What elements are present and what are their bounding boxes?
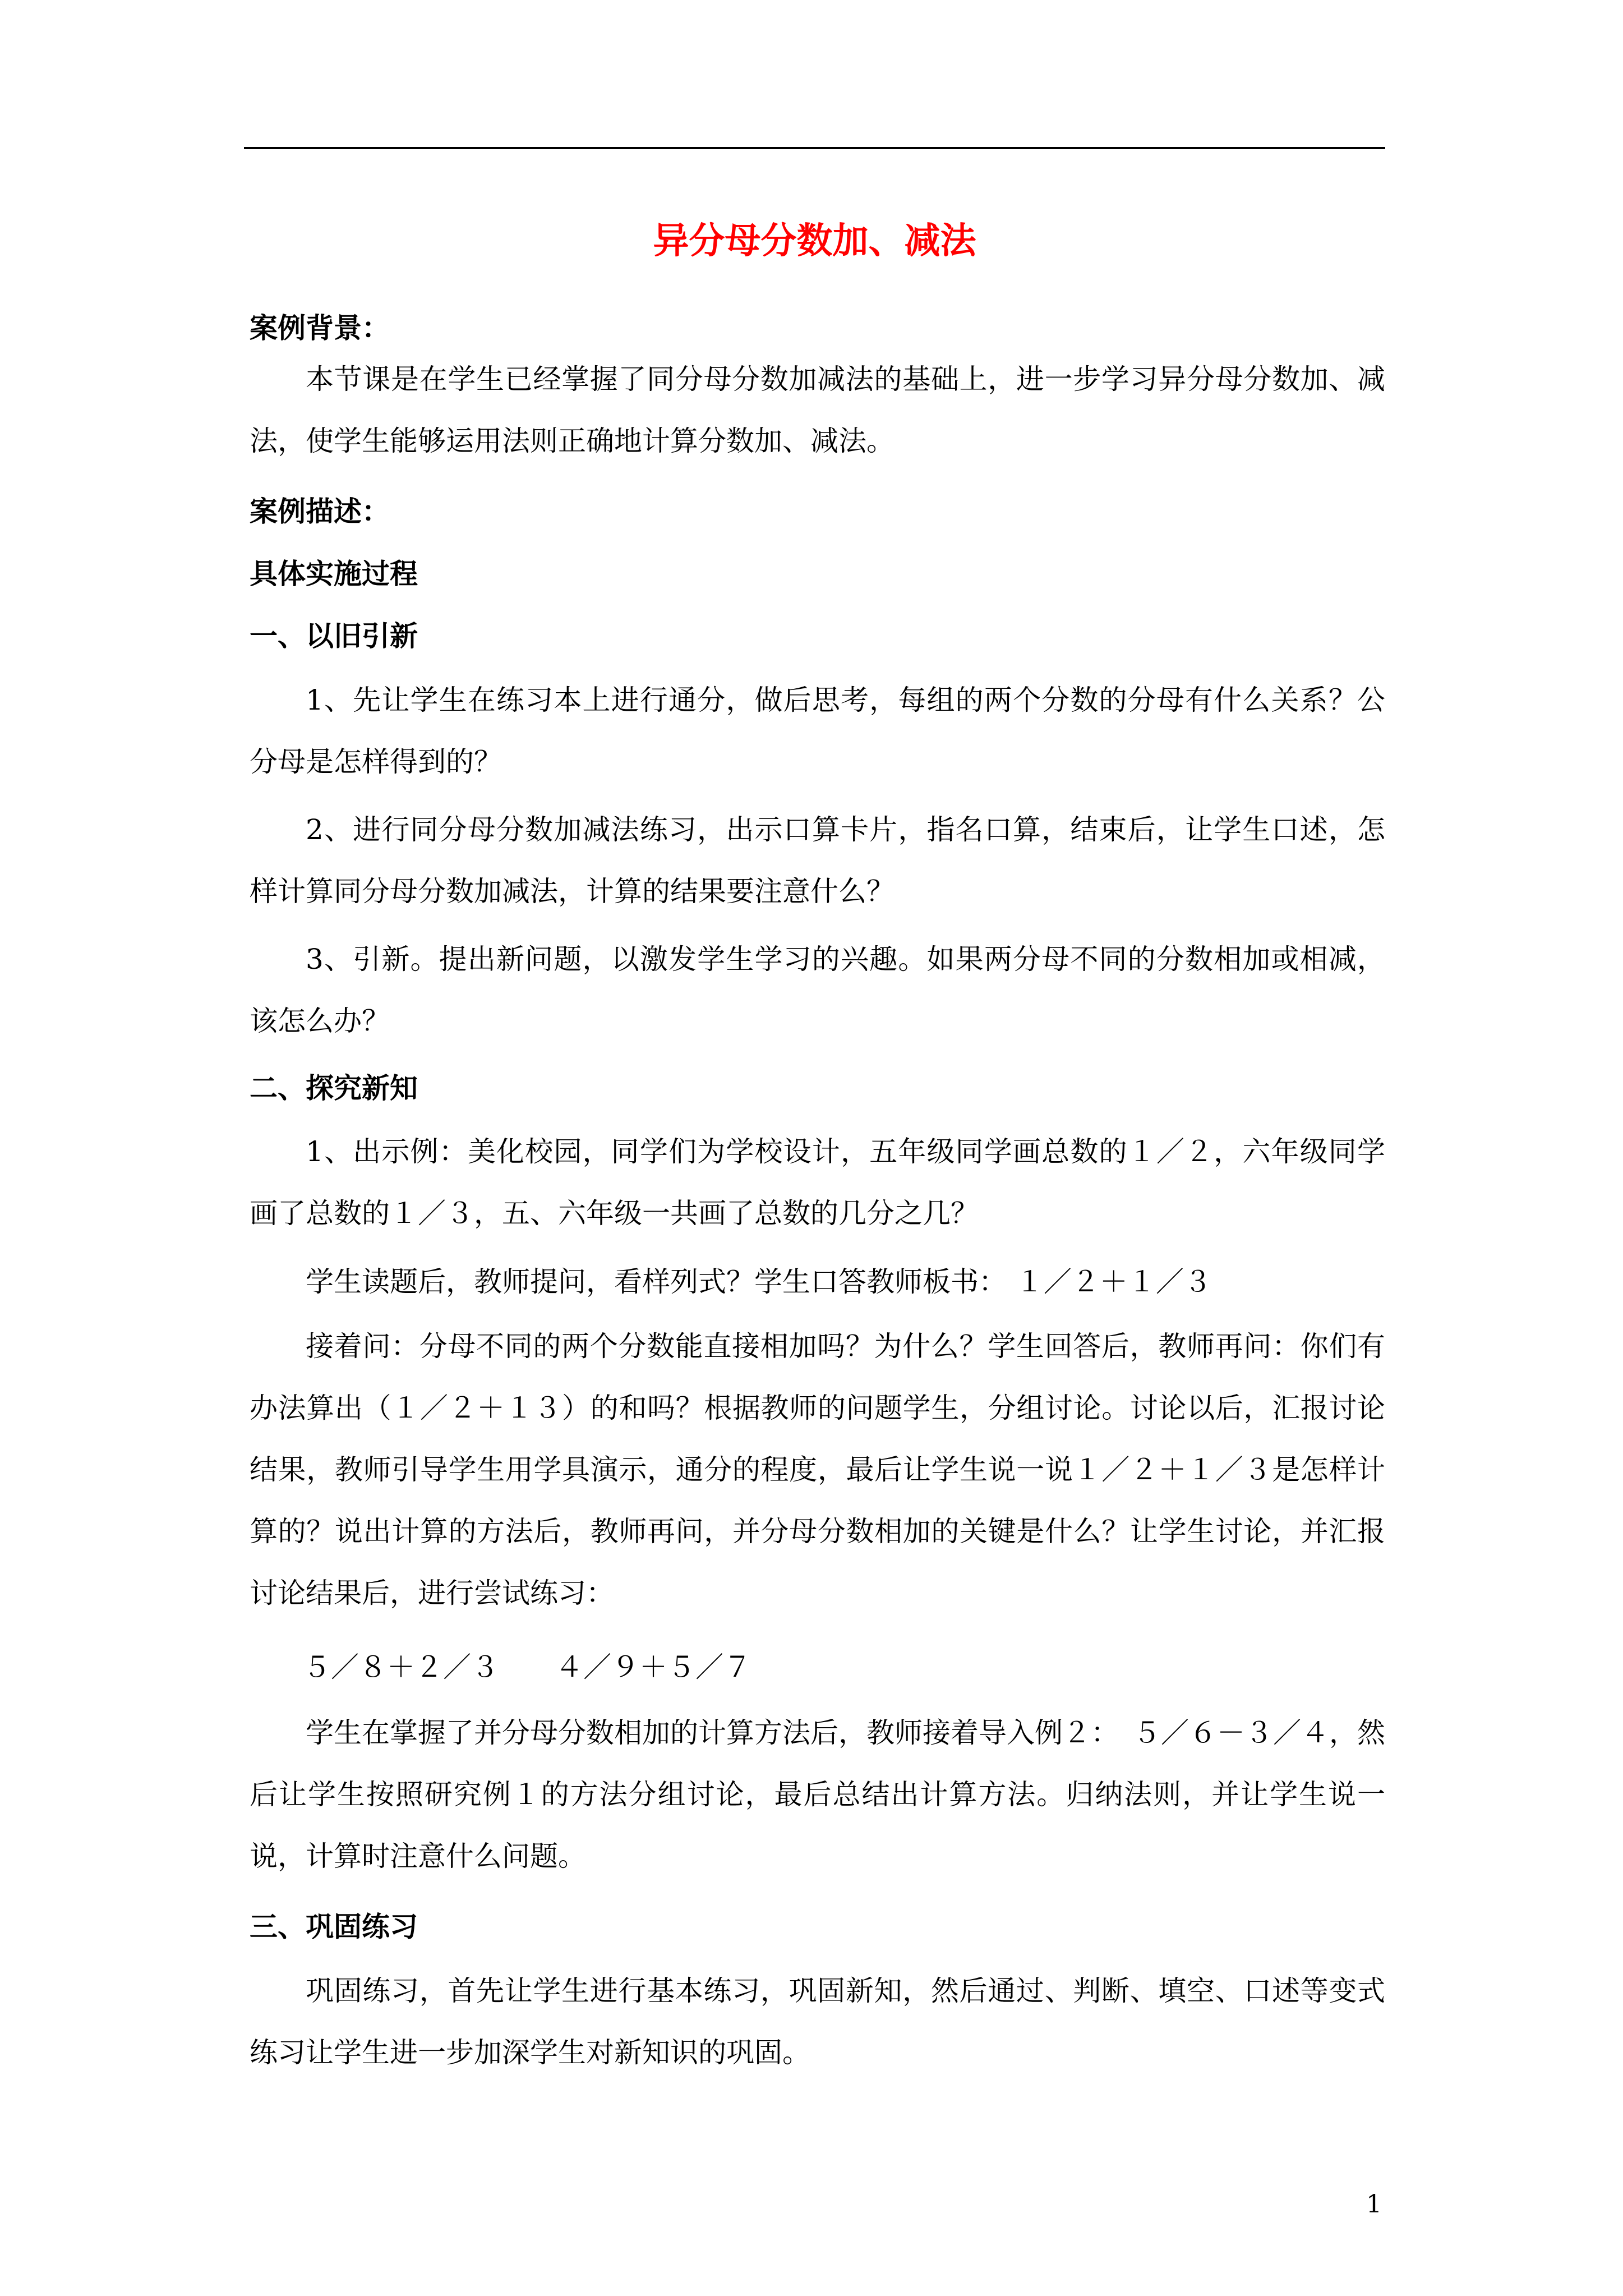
paragraph-part1-item2: 2、进行同分母分数加减法练习，出示口算卡片，指名口算，结束后，让学生口述，怎样计算同分母分数加减法，计算的结果要注意什么？ (250, 813, 1385, 908)
document-title: 异分母分数加、减法 (653, 220, 976, 262)
paragraph-part1-item1: 1、先让学生在练习本上进行通分，做后思考，每组的两个分数的分母有什么关系？公分母是怎样得到的？ (250, 684, 1385, 778)
paragraph-background: 本节课是在学生已经掌握了同分母分数加减法的基础上，进一步学习异分母分数加、减法，使学生能够运用法则正确地计算分数加、减法。 (250, 363, 1385, 457)
paragraph-part2-para2: 学生读题后，教师提问，看样列式？学生口答教师板书： １／２＋１／３ (306, 1266, 1212, 1298)
page-number: 1 (1366, 2190, 1382, 2219)
paragraph-part3: 巩固练习，首先让学生进行基本练习，巩固新知，然后通过、判断、填空、口述等变式练习让学生进一步加深学生对新知识的巩固。 (250, 1975, 1385, 2069)
heading-part3: 三、巩固练习 (250, 1910, 418, 1943)
heading-part2: 二、探究新知 (250, 1071, 418, 1105)
heading-description: 案例描述： (250, 495, 390, 528)
heading-background: 案例背景： (250, 311, 390, 344)
paragraph-part2-item1: 1、出示例：美化校园，同学们为学校设计，五年级同学画总数的１／２，六年级同学画了总数的１／３，五、六年级一共画了总数的几分之几？ (250, 1135, 1385, 1230)
paragraph-part2-para5: 学生在掌握了并分母分数相加的计算方法后，教师接着导入例２： ５／６－３／４，然后让学生按照研究例１的方法分组讨论，最后总结出计算方法。归纳法则，并让学生说一说，计算时注意什么问题。 (250, 1717, 1385, 1872)
heading-process: 具体实施过程 (250, 557, 418, 590)
paragraph-part1-item3: 3、引新。提出新问题，以激发学生学习的兴趣。如果两分母不同的分数相加或相减，该怎么办？ (250, 943, 1385, 1037)
heading-part1: 一、以旧引新 (250, 619, 418, 652)
paragraph-part2-para3: 接着问：分母不同的两个分数能直接相加吗？为什么？学生回答后，教师再问：你们有办法算出（１／２＋１３）的和吗？根据教师的问题学生，分组讨论。讨论以后，汇报讨论结果，教师引导学生用学具演示，通分的程度，最后让学生说一说１／２＋１／３是怎样计算的？说出计算的方法后，教师再问，并分母分数相加的关键是什么？让学生讨论，并汇报讨论结果后，进行尝试练习： (250, 1330, 1385, 1609)
formula-trial-exercise: ５／８＋２／３ ４／９＋５／７ (303, 1651, 751, 1683)
header-rule (244, 147, 1385, 149)
